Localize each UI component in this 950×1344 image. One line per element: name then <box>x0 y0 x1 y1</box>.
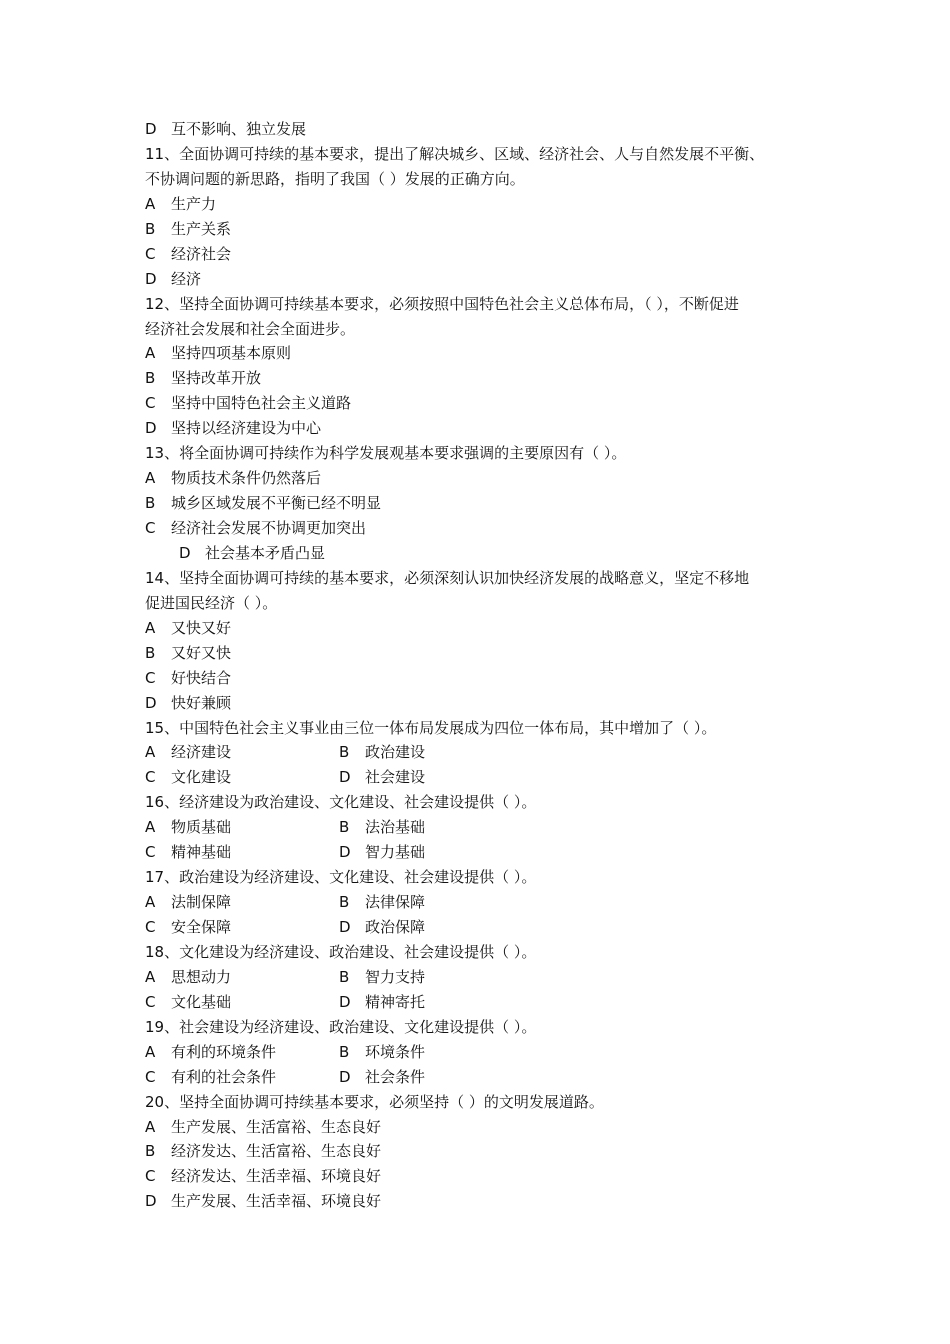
option-item <box>339 740 425 765</box>
question-text: 13、将全面协调可持续作为科学发展观基本要求强调的主要原因有（ ）。 <box>145 444 627 463</box>
option-text: 政治保障 <box>365 918 426 936</box>
option-row <box>145 840 825 865</box>
document-page <box>145 117 825 1214</box>
question-text: 促进国民经济（ ）。 <box>145 593 278 612</box>
option-letter: B <box>145 369 156 388</box>
option-letter: D <box>339 918 351 936</box>
option-text: 智力基础 <box>365 843 426 862</box>
option-row <box>145 990 825 1015</box>
option-row <box>145 541 825 566</box>
option-letter: C <box>145 519 156 537</box>
option-row <box>145 691 825 716</box>
option-item <box>145 641 231 666</box>
option-row <box>145 1065 825 1090</box>
option-item <box>339 765 425 790</box>
option-text: 坚持以经济建设为中心 <box>171 419 322 438</box>
option-text: 政治建设 <box>365 743 426 762</box>
option-letter: B <box>339 818 350 837</box>
option-row <box>145 1139 825 1164</box>
option-item <box>145 1164 381 1189</box>
option-text: 有利的社会条件 <box>171 1067 277 1086</box>
option-letter: A <box>145 618 156 637</box>
option-text: 经济 <box>171 269 202 288</box>
question-text: 19、社会建设为经济建设、政治建设、文化建设提供（ ）。 <box>145 1017 537 1036</box>
option-text: 坚持四项基本原则 <box>171 344 292 363</box>
option-letter: D <box>179 543 191 562</box>
option-item <box>145 117 306 142</box>
option-item <box>145 915 339 940</box>
option-text: 互不影响、独立发展 <box>171 120 307 138</box>
option-letter: B <box>339 967 350 986</box>
question-text: 不协调问题的新思路，指明了我国（ ）发展的正确方向。 <box>145 169 525 188</box>
option-row <box>145 341 825 366</box>
option-item <box>145 366 261 391</box>
option-letter: B <box>145 643 156 662</box>
option-text: 文化建设 <box>171 768 232 787</box>
option-text: 城乡区域发展不平衡已经不明显 <box>171 494 382 513</box>
option-item <box>145 1065 339 1090</box>
option-text: 经济建设 <box>171 743 232 762</box>
option-item <box>145 1040 339 1065</box>
question-text: 12、坚持全面协调可持续基本要求，必须按照中国特色社会主义总体布局，（ ），不断促进 <box>145 294 739 313</box>
option-item <box>145 990 339 1015</box>
option-letter: C <box>145 992 156 1011</box>
option-text: 安全保障 <box>171 918 232 936</box>
option-letter: D <box>145 269 157 288</box>
option-row <box>145 740 825 765</box>
option-item <box>145 416 321 441</box>
option-text: 法律保障 <box>365 893 426 912</box>
option-row <box>145 890 825 915</box>
option-row <box>145 516 825 541</box>
option-row <box>145 366 825 391</box>
option-text: 法制保障 <box>171 893 232 912</box>
option-item <box>339 815 425 840</box>
option-letter: A <box>145 1117 156 1136</box>
option-item <box>145 691 231 716</box>
option-letter: A <box>145 1042 156 1061</box>
option-row <box>145 1164 825 1189</box>
option-letter: D <box>339 843 351 862</box>
option-row <box>145 192 825 217</box>
option-text: 坚持改革开放 <box>171 369 262 388</box>
option-letter: A <box>145 469 156 488</box>
option-text: 文化基础 <box>171 992 232 1011</box>
option-text: 法治基础 <box>365 818 426 837</box>
option-row <box>145 466 825 491</box>
option-letter: B <box>145 219 156 238</box>
option-row <box>145 765 825 790</box>
option-item <box>145 1139 381 1164</box>
option-item <box>145 765 339 790</box>
option-letter: D <box>339 768 351 787</box>
option-letter: A <box>145 743 156 762</box>
option-letter: C <box>145 668 156 687</box>
option-text: 生产发展、生活幸福、环境良好 <box>171 1192 382 1211</box>
option-item <box>145 391 351 416</box>
option-item <box>145 466 321 491</box>
option-text: 经济社会发展不协调更加突出 <box>171 519 367 537</box>
option-item <box>145 192 216 217</box>
question-text: 20、坚持全面协调可持续基本要求，必须坚持（ ）的文明发展道路。 <box>145 1092 604 1111</box>
option-item <box>339 965 425 990</box>
question-text: 16、经济建设为政治建设、文化建设、社会建设提供（ ）。 <box>145 793 537 812</box>
question-text: 15、中国特色社会主义事业由三位一体布局发展成为四位一体布局，其中增加了（ ）。 <box>145 718 717 737</box>
option-text: 快好兼顾 <box>171 693 232 712</box>
option-item <box>339 1040 425 1065</box>
option-row <box>145 666 825 691</box>
option-letter: C <box>145 918 156 936</box>
option-text: 精神寄托 <box>365 992 426 1011</box>
option-item <box>145 616 231 641</box>
option-row <box>145 391 825 416</box>
option-row <box>145 1040 825 1065</box>
option-row <box>145 616 825 641</box>
option-letter: C <box>145 394 156 413</box>
option-row <box>145 915 825 940</box>
option-letter: B <box>339 893 350 912</box>
option-text: 精神基础 <box>171 843 232 862</box>
option-text: 智力支持 <box>365 967 426 986</box>
option-letter: A <box>145 967 156 986</box>
option-letter: B <box>339 1042 350 1061</box>
option-row <box>145 815 825 840</box>
option-letter: B <box>339 743 350 762</box>
option-item <box>145 1115 381 1140</box>
option-item <box>339 890 425 915</box>
option-item <box>145 840 339 865</box>
option-row <box>145 217 825 242</box>
option-letter: B <box>145 494 156 513</box>
option-letter: D <box>339 992 351 1011</box>
question-text: 经济社会发展和社会全面进步。 <box>145 319 356 338</box>
option-letter: C <box>145 1167 156 1186</box>
option-item <box>145 965 339 990</box>
option-letter: A <box>145 194 156 213</box>
option-item <box>339 990 425 1015</box>
question-text: 14、坚持全面协调可持续的基本要求，必须深刻认识加快经济发展的战略意义，坚定不移地 <box>145 568 750 587</box>
option-item <box>145 815 339 840</box>
option-item <box>145 516 366 541</box>
option-letter: A <box>145 818 156 837</box>
question-text: 11、全面协调可持续的基本要求，提出了解决城乡、区域、经济社会、人与自然发展不平衡、 <box>145 144 765 163</box>
option-letter: A <box>145 893 156 912</box>
option-row <box>145 117 825 142</box>
option-letter: D <box>145 419 157 438</box>
option-text: 思想动力 <box>171 967 232 986</box>
option-text: 生产发展、生活富裕、生态良好 <box>171 1117 382 1136</box>
option-item <box>339 840 425 865</box>
question-text: 17、政治建设为经济建设、文化建设、社会建设提供（ ）。 <box>145 868 537 887</box>
option-text: 又好又快 <box>171 643 232 662</box>
option-letter: A <box>145 344 156 363</box>
option-row <box>145 491 825 516</box>
option-letter: D <box>145 693 157 712</box>
option-item <box>145 491 381 516</box>
option-text: 环境条件 <box>365 1042 426 1061</box>
option-item <box>145 666 231 691</box>
option-text: 经济发达、生活幸福、环境良好 <box>171 1167 382 1186</box>
option-letter: C <box>145 244 156 263</box>
option-text: 生产关系 <box>171 219 232 238</box>
option-letter: D <box>145 1192 157 1211</box>
option-item <box>145 217 231 242</box>
option-item <box>145 740 339 765</box>
option-row <box>145 1189 825 1214</box>
option-letter: D <box>145 120 157 138</box>
option-letter: C <box>145 843 156 862</box>
option-row <box>145 416 825 441</box>
option-text: 物质技术条件仍然落后 <box>171 469 322 488</box>
option-text: 社会基本矛盾凸显 <box>205 543 326 562</box>
option-text: 社会条件 <box>365 1067 426 1086</box>
option-text: 经济发达、生活富裕、生态良好 <box>171 1142 382 1161</box>
option-item <box>145 890 339 915</box>
option-letter: B <box>145 1142 156 1161</box>
option-text: 有利的环境条件 <box>171 1042 277 1061</box>
option-row <box>145 242 825 267</box>
question-text: 18、文化建设为经济建设、政治建设、社会建设提供（ ）。 <box>145 942 537 961</box>
option-letter: C <box>145 1067 156 1086</box>
option-row <box>145 965 825 990</box>
option-text: 坚持中国特色社会主义道路 <box>171 394 352 413</box>
option-item <box>339 915 425 940</box>
option-item <box>145 341 291 366</box>
option-row <box>145 267 825 292</box>
option-item <box>179 541 325 566</box>
option-text: 又快又好 <box>171 618 232 637</box>
option-text: 生产力 <box>171 194 217 213</box>
option-row <box>145 641 825 666</box>
option-text: 社会建设 <box>365 768 426 787</box>
option-text: 好快结合 <box>171 668 232 687</box>
option-row <box>145 1115 825 1140</box>
option-text: 经济社会 <box>171 244 232 263</box>
option-letter: D <box>339 1067 351 1086</box>
option-letter: C <box>145 768 156 787</box>
option-item <box>145 1189 381 1214</box>
option-item <box>339 1065 425 1090</box>
option-item <box>145 267 201 292</box>
option-item <box>145 242 231 267</box>
option-text: 物质基础 <box>171 818 232 837</box>
